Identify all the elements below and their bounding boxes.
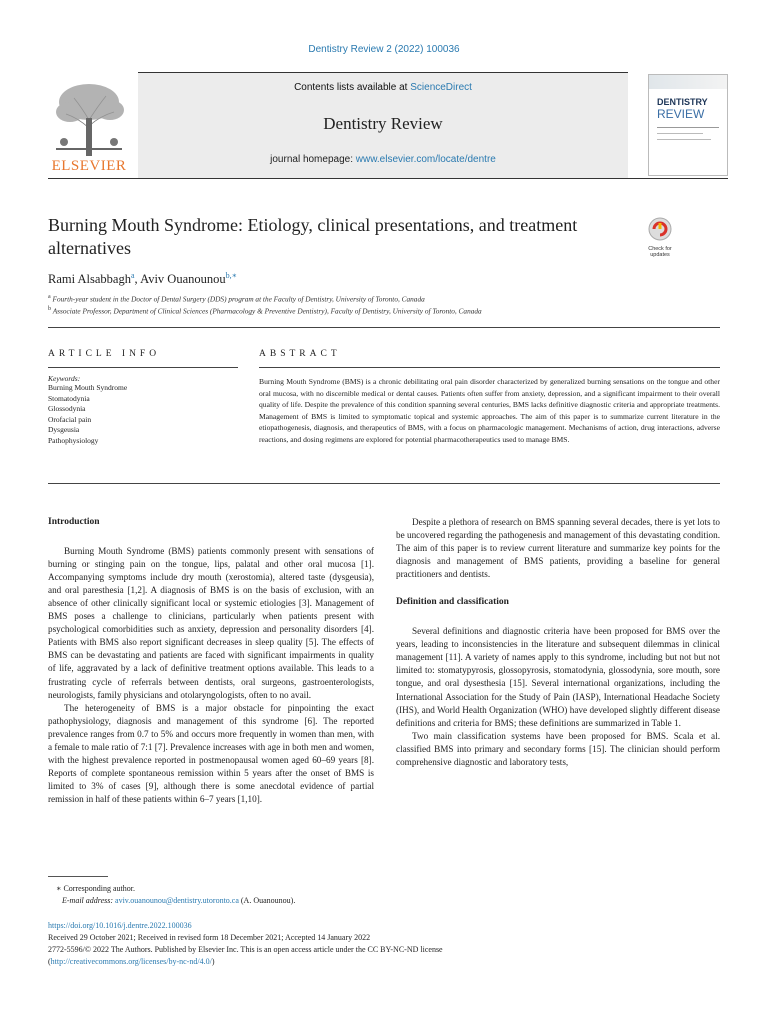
affil-text: Associate Professor, Department of Clinical Sciences (Pharmacology & Preventive Dentistry), Faculty of Dentistry, University of Toronto, Canada bbox=[52, 306, 482, 316]
contents-prefix: Contents lists available at bbox=[294, 82, 411, 93]
affil-marker: a bbox=[48, 294, 51, 300]
check-for-updates-badge[interactable] bbox=[640, 216, 680, 256]
masthead-bottom-rule bbox=[48, 178, 728, 179]
keywords-label: Keywords: bbox=[48, 374, 81, 383]
journal-homepage-line bbox=[138, 154, 628, 165]
article-info-rule bbox=[48, 367, 238, 368]
email-suffix: (A. Ouanounou). bbox=[240, 896, 296, 905]
doi-link[interactable]: https://doi.org/10.1016/j.dentre.2022.100036 bbox=[48, 921, 192, 930]
footnote-email bbox=[48, 895, 734, 907]
article-info-heading: ARTICLE INFO bbox=[48, 349, 161, 359]
journal-masthead bbox=[48, 72, 728, 180]
homepage-prefix: journal homepage: bbox=[270, 154, 356, 165]
journal-homepage-link[interactable]: www.elsevier.com/locate/dentre bbox=[355, 154, 496, 165]
contents-line bbox=[138, 82, 628, 93]
elsevier-logo[interactable] bbox=[48, 78, 130, 178]
keyword-item[interactable]: Dysgeusia bbox=[48, 425, 80, 435]
author-affil-marker[interactable]: a bbox=[130, 271, 135, 280]
email-label: E-mail address: bbox=[62, 896, 114, 905]
author-list: Rami Alsabbagh$^a$, Aviv Ouanounou$^{b,∗}$ bbox=[48, 271, 238, 287]
author-affil-marker[interactable]: b,∗ bbox=[225, 271, 238, 280]
elsevier-tree-icon bbox=[48, 78, 130, 158]
definition-paragraph-2: Two main classification systems have been proposed for BMS. Scala et al. classified BMS into primary and secondary forms [15]. The clinician should perform comprehensive diagnostic and laboratory tests, bbox=[396, 730, 720, 767]
keyword-item[interactable]: Pathophysiology bbox=[48, 435, 99, 445]
corr-label: Corresponding author. bbox=[63, 884, 135, 893]
body-right-column bbox=[396, 516, 720, 769]
keyword-item[interactable]: Burning Mouth Syndrome bbox=[48, 383, 128, 392]
definition-paragraph-1: Several definitions and diagnostic criteria have been proposed for BMS over the years, leading to inconsistencies in the literature and subsequent dilemmas in clinical management [11]. A variety of names apply to this syndrome, including but not but not limited to: stomatypyrosis, glossopyrosis, stomatodynia, glossodynia, sore mouth, sore tongue, and oral dysesthesia [15]. Several international organizations, including the International Association for the Study of Pain (IASP), International Headache Society (IHS), and World Health Organization (WHO) have developed slightly different disease definitions and criteria for BMS; these definitions are summarized in Table 1. bbox=[396, 626, 720, 728]
journal-title: Dentistry Review bbox=[323, 114, 443, 133]
elsevier-wordmark: ELSEVIER bbox=[51, 158, 127, 174]
license-line: 2772-5596/© 2022 The Authors. Published by Elsevier Inc. This is an open access article under the CC BY-NC-ND license bbox=[48, 945, 443, 954]
keywords-block bbox=[48, 374, 248, 447]
keyword-item[interactable]: Glossodynia bbox=[48, 404, 86, 414]
affiliation-b bbox=[48, 306, 728, 315]
affiliation-a bbox=[48, 294, 728, 303]
received-dates: Received 29 October 2021; Received in revised form 18 December 2021; Accepted 14 January 2022 bbox=[48, 933, 371, 942]
header-rule bbox=[48, 327, 720, 328]
journal-cover-thumbnail[interactable] bbox=[648, 74, 728, 176]
check-updates-label: Check for updates bbox=[648, 246, 672, 258]
intro-paragraph-3: Despite a plethora of research on BMS spanning several decades, there is yet lots to be uncovered regarding the pathogenesis and management of this devastating condition. The aim of this paper is to review current literature and summarize key points for the diagnosis and management of BMS patients, providing a baseline for general practitioners and dentists. bbox=[396, 517, 720, 580]
abstract-bottom-rule bbox=[48, 483, 720, 484]
license-link-line: (http://creativecommons.org/licenses/by-nc-nd/4.0/) bbox=[48, 957, 215, 966]
article-title: Burning Mouth Syndrome: Etiology, clinical presentations, and treatment alternatives bbox=[48, 215, 578, 258]
section-heading-definition: Definition and classification bbox=[396, 597, 509, 608]
corr-mark: ∗ bbox=[56, 884, 62, 893]
cover-title-line2: REVIEW bbox=[657, 107, 705, 121]
sciencedirect-link[interactable]: ScienceDirect bbox=[410, 82, 472, 93]
journal-reference[interactable]: Dentistry Review 2 (2022) 100036 bbox=[308, 44, 460, 55]
doi-line bbox=[48, 920, 720, 932]
cover-title-line1: DENTISTRY bbox=[657, 97, 708, 107]
author-name[interactable]: Aviv Ouanounou bbox=[140, 272, 226, 287]
abstract-heading: ABSTRACT bbox=[259, 349, 341, 359]
abstract-rule bbox=[259, 367, 720, 368]
abstract-text: Burning Mouth Syndrome (BMS) is a chronic debilitating oral pain disorder characterized by generalized burning sensations on the tongue and other oral mucosa, with no discernible medical or dental causes. Patients often suffer from anxiety, depression, and a significant impairment to their overall quality of life. Despite the prevalence of this condition spanning several centuries, BMS lacks definitive diagnostic criteria and appropriate treatments. Management of BMS is limited to symptomatic topical and systemic approaches. The aim of this paper is to summarize current literature in the etiopathogenesis, diagnosis, and therapeutics of BMS, with a focus on pharmacologic management. Mechanisms of action, drug interactions, adverse reactions, and dosing regimens are explored for potential pharmacotherapeutics used to manage BMS. bbox=[259, 377, 720, 444]
email-link[interactable]: aviv.ouanounou@dentistry.utoronto.ca bbox=[115, 896, 239, 905]
license-link[interactable]: http://creativecommons.org/licenses/by-nc-nd/4.0/ bbox=[50, 957, 212, 966]
author-name[interactable]: Rami Alsabbagh bbox=[48, 272, 131, 287]
footnote-rule bbox=[48, 876, 108, 877]
masthead-top-rule bbox=[138, 72, 628, 73]
footnote-corresponding bbox=[48, 883, 720, 895]
intro-paragraph-1: Burning Mouth Syndrome (BMS) patients commonly present with sensations of burning or stinging pain on the tongue, lips, palatal and other oral mucosa [1]. Accompanying symptoms include dry mouth (xerostomia), altered taste (dysgeusia), and oral paresthesia [1,2]. A diagnosis of BMS is on the basis of exclusion, with an absence of other clinically significant local or systemic etiologies [3]. Management of BMS poses a challenge to clinicians, particularly when patients present with psychological comorbidities such as anxiety, depression and personality disorders [4]. Patients with BMS also report significant decreases in sleep quality [5]. The effects of BMS can be devastating and patients are faced with significant impairments in quality of life, aggravated by a lack of definitive treatment options available. This leads to a frustrating cycle of referrals between dentists, oral surgeons, gastroenterologists, neurologists, family physicians and otolaryngologists, often to no avail. bbox=[48, 546, 374, 700]
masthead-center-panel bbox=[138, 72, 628, 178]
keyword-item[interactable]: Orofacial pain bbox=[48, 414, 92, 424]
cover-band bbox=[649, 75, 727, 89]
cover-lines-icon bbox=[657, 127, 719, 169]
keyword-item[interactable]: Stomatodynia bbox=[48, 393, 90, 403]
check-updates-icon bbox=[640, 216, 680, 242]
affil-marker: b bbox=[48, 306, 51, 312]
affil-text: Fourth-year student in the Doctor of Dental Surgery (DDS) program at the Faculty of Dentistry, University of Toronto, Canada bbox=[52, 294, 425, 304]
section-heading-introduction: Introduction bbox=[48, 517, 100, 527]
body-left-column bbox=[48, 516, 374, 806]
intro-paragraph-2: The heterogeneity of BMS is a major obstacle for pinpointing the exact pathophysiology, diagnosis and management of this syndrome [6]. The reported prevalence ranges from 0.7 to 5% and occurs more frequently in women than men, with a female to male ratio of 7:1 [7]. Prevalence increases with age in both men and women, with the highest prevalence reported in postmenopausal women aged 60–69 years [8]. Reports of complete spontaneous remission within 5 years after the onset of BMS is limited to 3% of cases [9], although there is some anecdotal evidence of partial remission in half of these patients within 6–7 years [1,10]. bbox=[48, 702, 374, 804]
